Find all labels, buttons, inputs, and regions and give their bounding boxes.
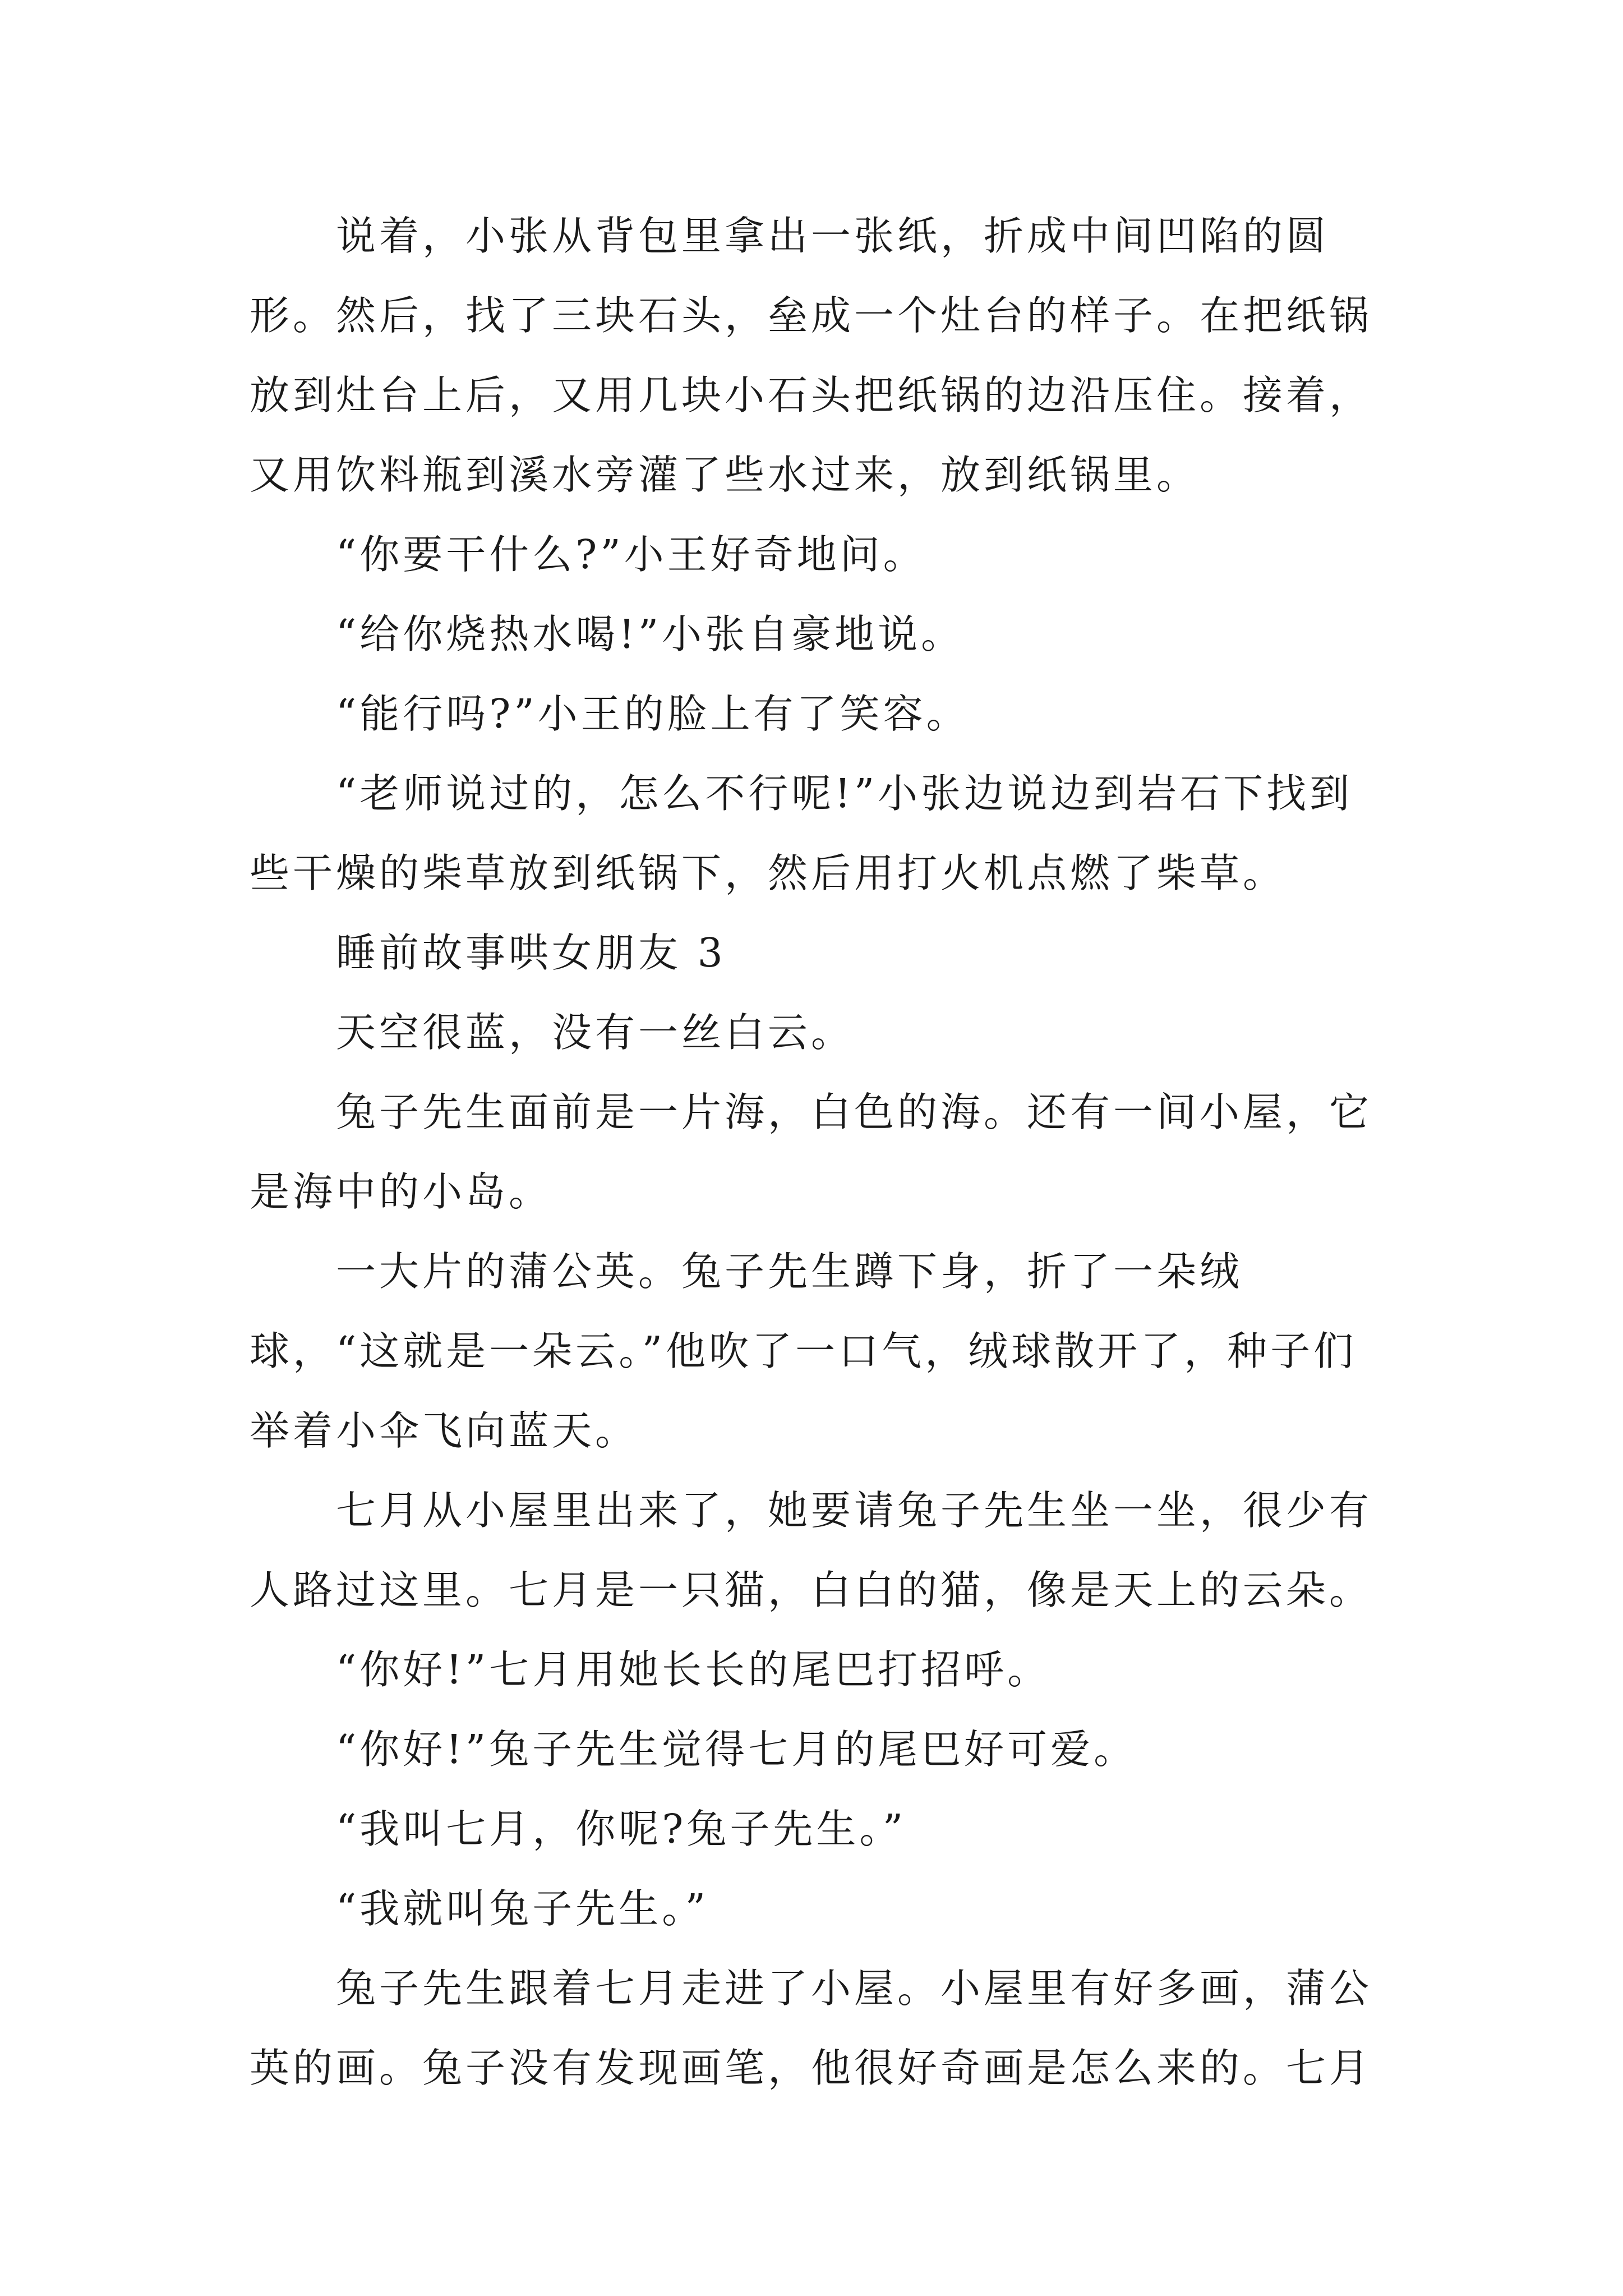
paragraph: “老师说过的，怎么不行呢!”小张边说边到岩石下找到些干燥的柴草放到纸锅下，然后用打火机点燃了柴草。 bbox=[250, 770, 1353, 896]
paragraph: 兔子先生面前是一片海，白色的海。还有一间小屋，它是海中的小岛。 bbox=[250, 1089, 1373, 1215]
paragraph: “我叫七月，你呢?兔子先生。” bbox=[336, 1806, 907, 1852]
paragraph: “你要干什么?”小王好奇地问。 bbox=[336, 531, 926, 578]
paragraph: “我就叫兔子先生。” bbox=[336, 1885, 709, 1932]
paragraph: 七月从小屋里出来了，她要请兔子先生坐一坐，很少有人路过这里。七月是一只猫，白白的猫，像是天上的云朵。 bbox=[250, 1487, 1373, 1613]
section-heading: 睡前故事哄女朋友 3 bbox=[336, 930, 726, 976]
paragraph: “能行吗?”小王的脸上有了笑容。 bbox=[336, 691, 970, 737]
paragraph: 一大片的蒲公英。兔子先生蹲下身，折了一朵绒球，“这就是一朵云。”他吹了一口气，绒球散开了，种子们举着小伞飞向蓝天。 bbox=[250, 1248, 1357, 1454]
paragraph: “给你烧热水喝!”小张自豪地说。 bbox=[336, 611, 965, 657]
paragraph: 说着，小张从背包里拿出一张纸，折成中间凹陷的圆形。然后，找了三块石头，垒成一个灶台的样子。在把纸锅放到灶台上后，又用几块小石头把纸锅的边沿压住。接着，又用饮料瓶到溪水旁灌了些水过来，放到纸锅里。 bbox=[250, 213, 1373, 498]
paragraph: “你好!”七月用她长长的尾巴打招呼。 bbox=[336, 1646, 1051, 1693]
paragraph: 兔子先生跟着七月走进了小屋。小屋里有好多画，蒲公英的画。兔子没有发现画笔，他很好奇画是怎么来的。七月 bbox=[250, 1965, 1373, 2091]
document-body bbox=[250, 196, 1394, 2108]
paragraph: 天空很蓝，没有一丝白云。 bbox=[336, 1009, 855, 1056]
paragraph: “你好!”兔子先生觉得七月的尾巴好可爱。 bbox=[336, 1726, 1137, 1773]
